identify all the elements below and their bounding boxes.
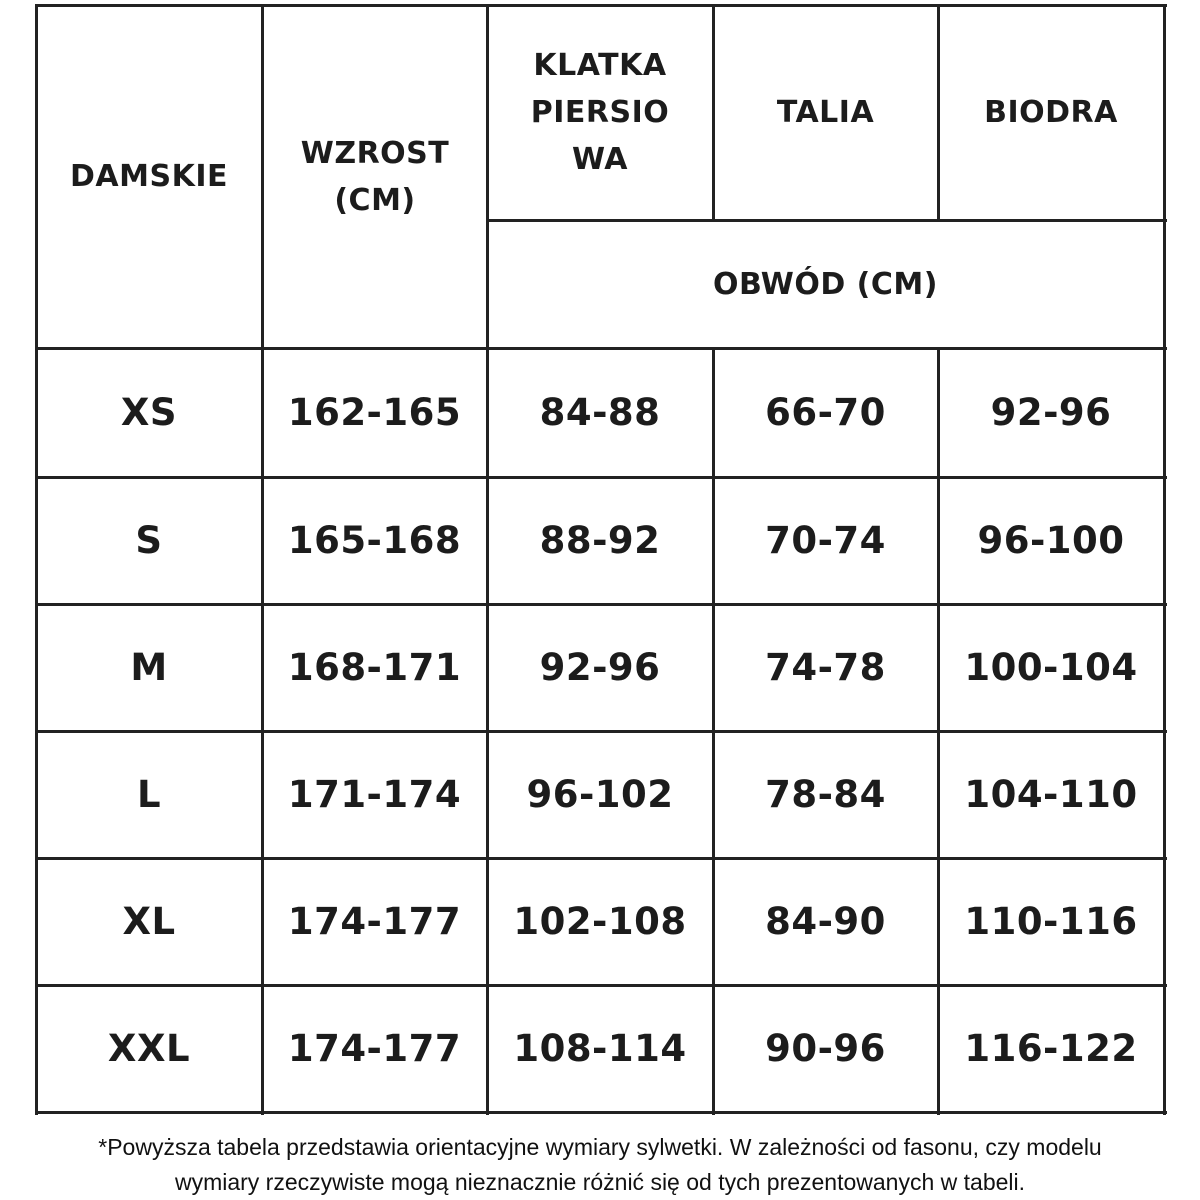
header-circumference-label: OBWÓD (CM) bbox=[713, 266, 938, 302]
footnote bbox=[0, 1130, 1200, 1200]
cell-hips: 104-110 bbox=[964, 773, 1138, 816]
cell-waist: 90-96 bbox=[765, 1027, 886, 1070]
cell-size: XL bbox=[122, 900, 176, 943]
cell-height: 168-171 bbox=[287, 646, 462, 689]
header-size-label: DAMSKIE bbox=[70, 159, 228, 194]
header-height bbox=[290, 5, 460, 348]
cell-height: 174-177 bbox=[287, 1027, 462, 1070]
footnote-line-2: wymiary rzeczywiste mogą nieznacznie różnić się od tych prezentowanych w tabeli. bbox=[174, 1169, 1026, 1195]
header-waist-label: TALIA bbox=[776, 95, 875, 130]
cell-waist: 66-70 bbox=[765, 391, 886, 434]
cell-hips: 92-96 bbox=[990, 391, 1112, 434]
cell-size: M bbox=[130, 646, 168, 689]
footnote-line-1: *Powyższa tabela przedstawia orientacyjne wymiary sylwetki. W zależności od fasonu, czy modelu bbox=[98, 1134, 1102, 1160]
cell-chest: 102-108 bbox=[513, 900, 687, 943]
cell-height: 165-168 bbox=[287, 519, 462, 562]
cell-hips: 100-104 bbox=[964, 646, 1138, 689]
table-border-top bbox=[36, 4, 1167, 7]
header-hips bbox=[938, 5, 1164, 220]
cell-height: 162-165 bbox=[287, 391, 462, 434]
header-chest bbox=[520, 5, 680, 220]
cell-height: 174-177 bbox=[287, 900, 462, 943]
column-divider bbox=[712, 4, 715, 221]
header-chest-label: KLATKA PIERSIO WA bbox=[530, 48, 670, 177]
header-divider bbox=[487, 219, 1167, 222]
cell-chest: 96-102 bbox=[526, 773, 674, 816]
header-circumference bbox=[487, 220, 1164, 348]
cell-waist: 84-90 bbox=[765, 900, 886, 943]
cell-chest: 108-114 bbox=[513, 1027, 687, 1070]
cell-size: L bbox=[136, 773, 162, 816]
cell-size: XXL bbox=[107, 1027, 191, 1070]
cell-hips: 110-116 bbox=[964, 900, 1138, 943]
cell-chest: 88-92 bbox=[539, 519, 661, 562]
cell-height: 171-174 bbox=[287, 773, 462, 816]
cell-chest: 84-88 bbox=[539, 391, 661, 434]
column-divider bbox=[937, 4, 940, 221]
header-size bbox=[36, 5, 262, 348]
cell-waist: 70-74 bbox=[765, 519, 886, 562]
cell-chest: 92-96 bbox=[539, 646, 661, 689]
cell-waist: 78-84 bbox=[765, 773, 886, 816]
cell-size: S bbox=[135, 519, 163, 562]
header-hips-label: BIODRA bbox=[984, 95, 1118, 130]
header-height-label: WZROST (CM) bbox=[300, 135, 450, 218]
cell-size: XS bbox=[120, 391, 178, 434]
header-waist bbox=[713, 5, 938, 220]
cell-hips: 96-100 bbox=[977, 519, 1125, 562]
cell-hips: 116-122 bbox=[964, 1027, 1138, 1070]
cell-waist: 74-78 bbox=[765, 646, 886, 689]
